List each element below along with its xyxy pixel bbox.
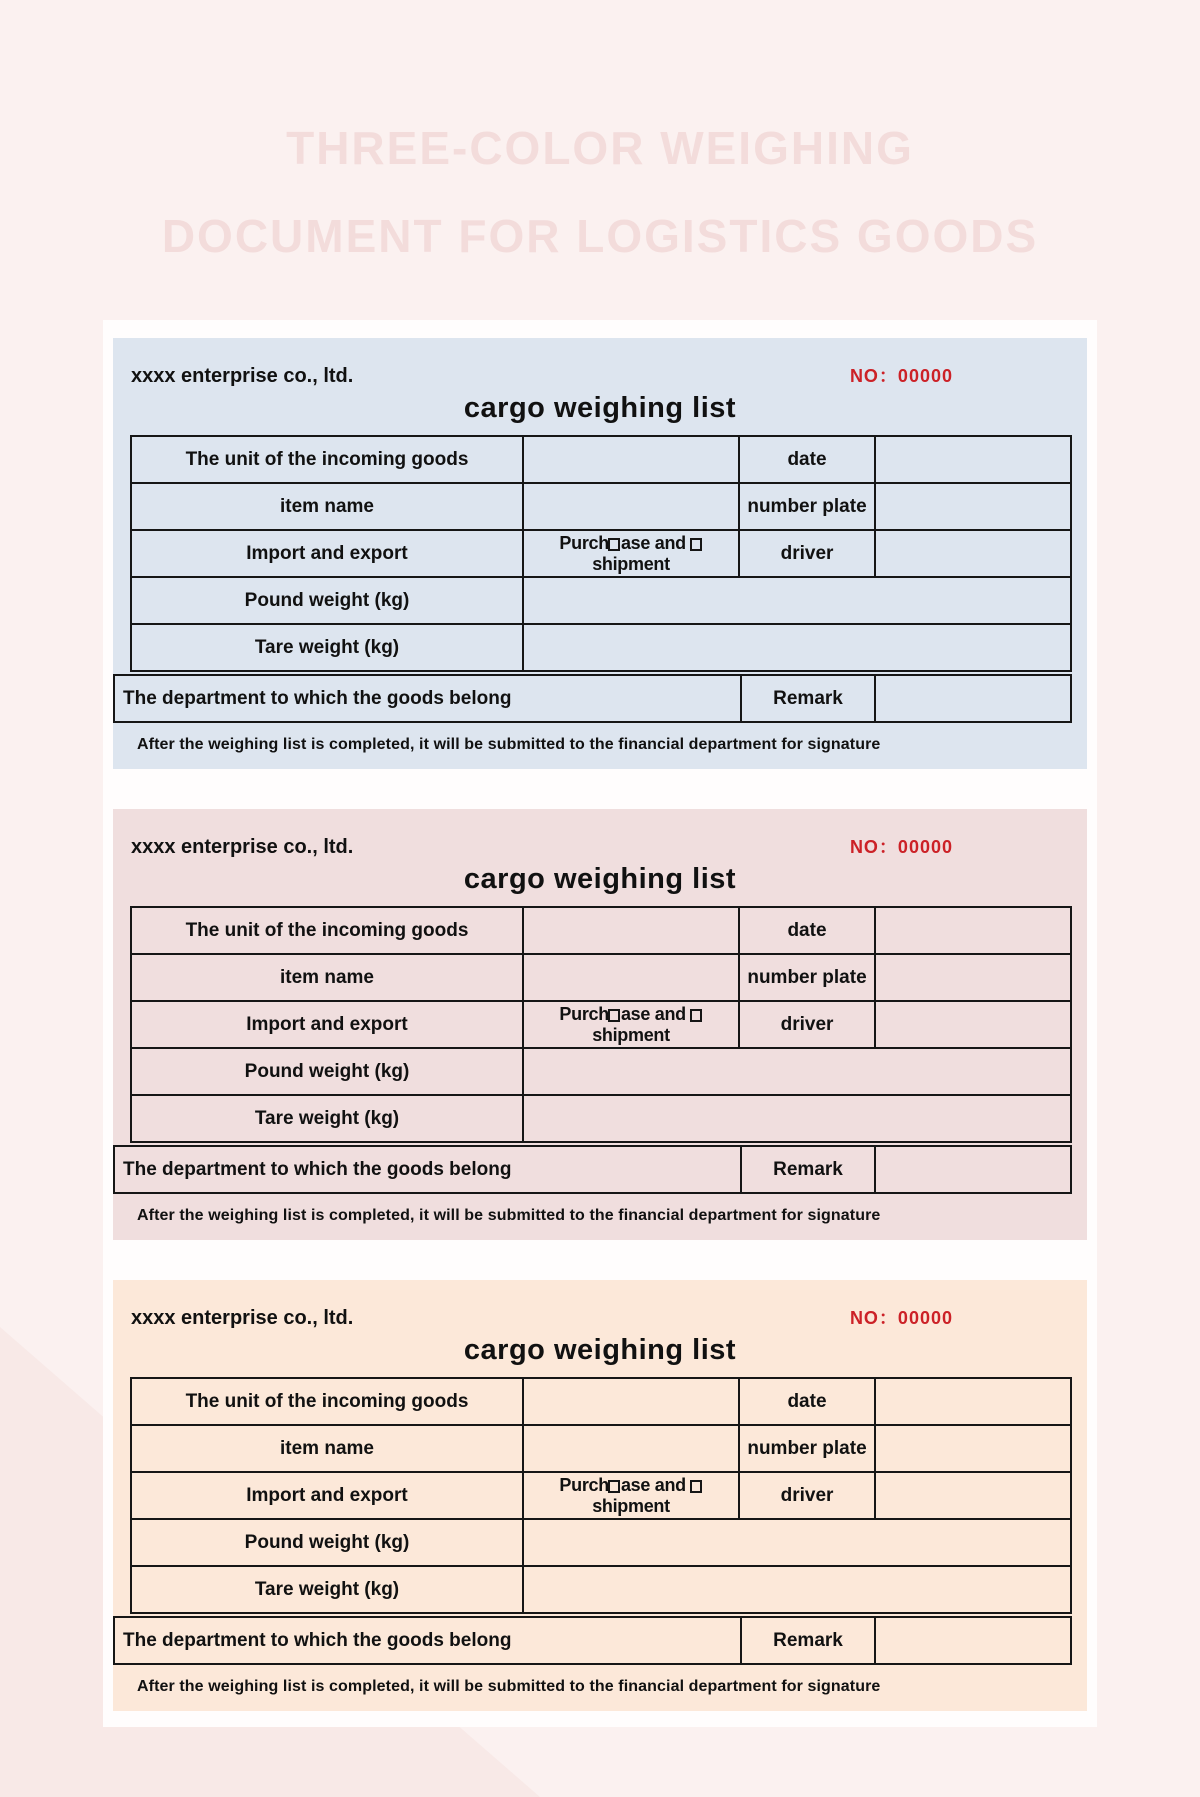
import-export-label: Import and export xyxy=(131,530,523,577)
table-row xyxy=(131,1001,1071,1048)
department-row-table xyxy=(113,674,1072,723)
footer-note: After the weighing list is completed, it will be submitted to the financial department for signature xyxy=(137,1678,881,1695)
number-plate-field[interactable] xyxy=(875,954,1071,1001)
table-row xyxy=(131,483,1071,530)
department-row-table xyxy=(113,1616,1072,1665)
table-row xyxy=(131,1378,1071,1425)
remark-field[interactable] xyxy=(875,675,1071,722)
driver-field[interactable] xyxy=(875,1472,1071,1519)
purchase-shipment-options[interactable]: Purch ase and shipment xyxy=(523,1472,739,1519)
document-number: NO：00000 xyxy=(849,837,953,857)
footer-note: After the weighing list is completed, it will be submitted to the financial department for signature xyxy=(137,1207,881,1224)
tare-weight-label: Tare weight (kg) xyxy=(131,1566,523,1613)
date-field[interactable] xyxy=(875,436,1071,483)
tare-weight-field[interactable] xyxy=(523,624,1071,671)
date-field[interactable] xyxy=(875,907,1071,954)
department-row-table xyxy=(113,1145,1072,1194)
import-export-label: Import and export xyxy=(131,1472,523,1519)
number-plate-label: number plate xyxy=(739,1425,875,1472)
remark-label: Remark xyxy=(741,1617,875,1664)
weighing-form-pink-copy xyxy=(113,809,1087,1240)
driver-label: driver xyxy=(739,1472,875,1519)
table-row xyxy=(114,675,1071,722)
checkbox-icon[interactable] xyxy=(690,1480,702,1493)
form-header xyxy=(130,362,1070,388)
driver-field[interactable] xyxy=(875,1001,1071,1048)
document-number: NO：00000 xyxy=(849,366,953,386)
purchase-shipment-options[interactable]: Purch ase and shipment xyxy=(523,1001,739,1048)
tare-weight-label: Tare weight (kg) xyxy=(131,1095,523,1142)
remark-label: Remark xyxy=(741,1146,875,1193)
import-export-label: Import and export xyxy=(131,1001,523,1048)
number-plate-label: number plate xyxy=(739,483,875,530)
unit-of-incoming-goods-label: The unit of the incoming goods xyxy=(131,436,523,483)
driver-label: driver xyxy=(739,1001,875,1048)
table-row xyxy=(131,436,1071,483)
driver-field[interactable] xyxy=(875,530,1071,577)
item-name-field[interactable] xyxy=(523,483,739,530)
form-copies-container xyxy=(113,338,1087,1711)
table-row xyxy=(131,954,1071,1001)
date-label: date xyxy=(739,436,875,483)
table-row xyxy=(131,1566,1071,1613)
table-row xyxy=(131,907,1071,954)
unit-of-incoming-goods-field[interactable] xyxy=(523,907,739,954)
number-plate-field[interactable] xyxy=(875,1425,1071,1472)
department-label: The department to which the goods belong xyxy=(114,1146,741,1193)
company-name: xxxx enterprise co., ltd. xyxy=(131,365,354,387)
document-number: NO：00000 xyxy=(849,1308,953,1328)
date-field[interactable] xyxy=(875,1378,1071,1425)
pound-weight-field[interactable] xyxy=(523,1519,1071,1566)
number-plate-label: number plate xyxy=(739,954,875,1001)
table-row xyxy=(131,1095,1071,1142)
weighing-form-blue-copy xyxy=(113,338,1087,769)
form-title: cargo weighing list xyxy=(463,863,737,895)
form-header xyxy=(130,833,1070,859)
remark-field[interactable] xyxy=(875,1146,1071,1193)
item-name-label: item name xyxy=(131,483,523,530)
table-row xyxy=(131,1048,1071,1095)
checkbox-icon[interactable] xyxy=(608,1009,620,1022)
form-title: cargo weighing list xyxy=(463,1334,737,1366)
date-label: date xyxy=(739,907,875,954)
purchase-shipment-options[interactable]: Purch ase and shipment xyxy=(523,530,739,577)
date-label: date xyxy=(739,1378,875,1425)
unit-of-incoming-goods-label: The unit of the incoming goods xyxy=(131,907,523,954)
item-name-label: item name xyxy=(131,1425,523,1472)
table-row xyxy=(131,577,1071,624)
checkbox-icon[interactable] xyxy=(608,1480,620,1493)
remark-field[interactable] xyxy=(875,1617,1071,1664)
checkbox-icon[interactable] xyxy=(608,538,620,551)
checkbox-icon[interactable] xyxy=(690,1009,702,1022)
table-row xyxy=(131,624,1071,671)
remark-label: Remark xyxy=(741,675,875,722)
weighing-table xyxy=(130,435,1072,672)
pound-weight-field[interactable] xyxy=(523,577,1071,624)
driver-label: driver xyxy=(739,530,875,577)
unit-of-incoming-goods-field[interactable] xyxy=(523,1378,739,1425)
form-header xyxy=(130,1304,1070,1330)
department-label: The department to which the goods belong xyxy=(114,1617,741,1664)
document-card xyxy=(103,320,1097,1727)
weighing-table xyxy=(130,1377,1072,1614)
unit-of-incoming-goods-field[interactable] xyxy=(523,436,739,483)
page-title-line-2: DOCUMENT FOR LOGISTICS GOODS xyxy=(161,210,1039,262)
weighing-table xyxy=(130,906,1072,1143)
form-title: cargo weighing list xyxy=(463,392,737,424)
number-plate-field[interactable] xyxy=(875,483,1071,530)
tare-weight-field[interactable] xyxy=(523,1566,1071,1613)
table-row xyxy=(131,1425,1071,1472)
item-name-label: item name xyxy=(131,954,523,1001)
tare-weight-label: Tare weight (kg) xyxy=(131,624,523,671)
checkbox-icon[interactable] xyxy=(690,538,702,551)
pound-weight-label: Pound weight (kg) xyxy=(131,1519,523,1566)
item-name-field[interactable] xyxy=(523,954,739,1001)
footer-note: After the weighing list is completed, it will be submitted to the financial department for signature xyxy=(137,736,881,753)
pound-weight-label: Pound weight (kg) xyxy=(131,577,523,624)
unit-of-incoming-goods-label: The unit of the incoming goods xyxy=(131,1378,523,1425)
item-name-field[interactable] xyxy=(523,1425,739,1472)
page-title-line-1: THREE-COLOR WEIGHING xyxy=(286,122,914,174)
table-row xyxy=(131,1472,1071,1519)
table-row xyxy=(131,1519,1071,1566)
department-label: The department to which the goods belong xyxy=(114,675,741,722)
weighing-form-orange-copy xyxy=(113,1280,1087,1711)
table-row xyxy=(114,1146,1071,1193)
pound-weight-label: Pound weight (kg) xyxy=(131,1048,523,1095)
table-row xyxy=(131,530,1071,577)
company-name: xxxx enterprise co., ltd. xyxy=(131,1307,354,1329)
pound-weight-field[interactable] xyxy=(523,1048,1071,1095)
page-title xyxy=(0,0,1200,280)
table-row xyxy=(114,1617,1071,1664)
company-name: xxxx enterprise co., ltd. xyxy=(131,836,354,858)
tare-weight-field[interactable] xyxy=(523,1095,1071,1142)
